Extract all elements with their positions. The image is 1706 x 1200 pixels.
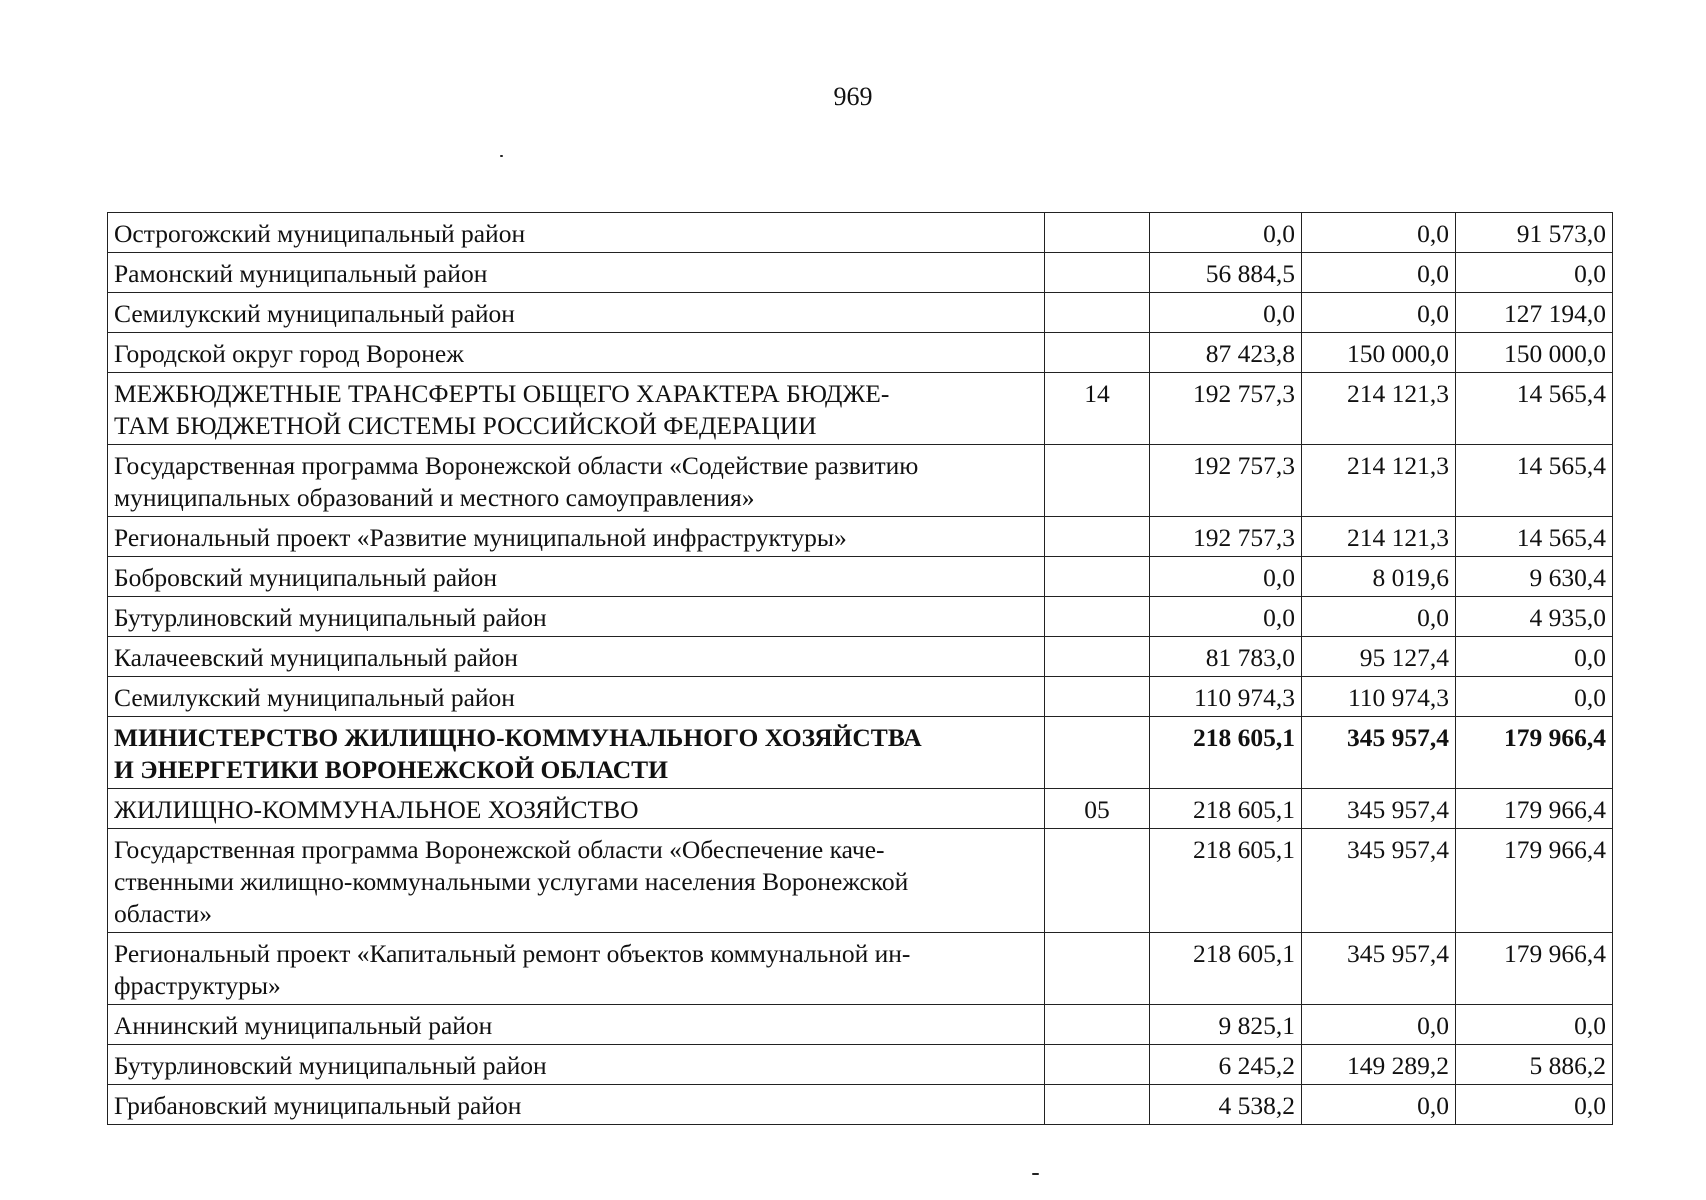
table-row xyxy=(108,445,1613,517)
table-row xyxy=(108,933,1613,1005)
table-row xyxy=(108,677,1613,717)
row-name-cell: Бобровский муниципальный район xyxy=(108,557,1045,597)
row-value-2-cell: 95 127,4 xyxy=(1302,637,1456,677)
row-value-3-cell: 0,0 xyxy=(1456,253,1613,293)
row-name-cell: Региональный проект «Капитальный ремонт объектов коммунальной ин- фраструктуры» xyxy=(108,933,1045,1005)
table-row xyxy=(108,517,1613,557)
row-value-3-cell: 14 565,4 xyxy=(1456,445,1613,517)
row-value-3-cell: 179 966,4 xyxy=(1456,717,1613,789)
row-value-1-cell: 218 605,1 xyxy=(1150,829,1302,933)
row-value-2-cell: 8 019,6 xyxy=(1302,557,1456,597)
row-value-2-cell: 0,0 xyxy=(1302,1005,1456,1045)
row-value-3-cell: 0,0 xyxy=(1456,1005,1613,1045)
row-value-3-cell: 14 565,4 xyxy=(1456,373,1613,445)
row-value-1-cell: 81 783,0 xyxy=(1150,637,1302,677)
row-code-cell: 05 xyxy=(1045,789,1150,829)
row-value-2-cell: 0,0 xyxy=(1302,253,1456,293)
row-value-2-cell: 214 121,3 xyxy=(1302,373,1456,445)
row-code-cell: 14 xyxy=(1045,373,1150,445)
row-value-1-cell: 9 825,1 xyxy=(1150,1005,1302,1045)
row-value-1-cell: 192 757,3 xyxy=(1150,517,1302,557)
row-code-cell xyxy=(1045,293,1150,333)
row-code-cell xyxy=(1045,557,1150,597)
row-name-cell: ЖИЛИЩНО-КОММУНАЛЬНОЕ ХОЗЯЙСТВО xyxy=(108,789,1045,829)
row-value-1-cell: 0,0 xyxy=(1150,557,1302,597)
row-value-3-cell: 179 966,4 xyxy=(1456,789,1613,829)
row-value-2-cell: 345 957,4 xyxy=(1302,717,1456,789)
row-name-cell: Острогожский муниципальный район xyxy=(108,213,1045,253)
row-value-3-cell: 179 966,4 xyxy=(1456,829,1613,933)
row-value-1-cell: 0,0 xyxy=(1150,213,1302,253)
row-name-cell: Городской округ город Воронеж xyxy=(108,333,1045,373)
row-name-cell: МИНИСТЕРСТВО ЖИЛИЩНО-КОММУНАЛЬНОГО ХОЗЯЙСТВА И ЭНЕРГЕТИКИ ВОРОНЕЖСКОЙ ОБЛАСТИ xyxy=(108,717,1045,789)
row-name-cell: Государственная программа Воронежской области «Содействие развитию муниципальных образований и местного самоуправления» xyxy=(108,445,1045,517)
row-value-2-cell: 0,0 xyxy=(1302,213,1456,253)
row-value-2-cell: 214 121,3 xyxy=(1302,445,1456,517)
row-code-cell xyxy=(1045,213,1150,253)
row-name-cell: Семилукский муниципальный район xyxy=(108,293,1045,333)
row-value-2-cell: 0,0 xyxy=(1302,597,1456,637)
row-value-1-cell: 56 884,5 xyxy=(1150,253,1302,293)
table-row xyxy=(108,1085,1613,1125)
row-value-3-cell: 127 194,0 xyxy=(1456,293,1613,333)
row-code-cell xyxy=(1045,1085,1150,1125)
row-value-1-cell: 87 423,8 xyxy=(1150,333,1302,373)
row-value-2-cell: 110 974,3 xyxy=(1302,677,1456,717)
scan-speck xyxy=(1032,1173,1039,1175)
row-value-1-cell: 110 974,3 xyxy=(1150,677,1302,717)
row-name-cell: Семилукский муниципальный район xyxy=(108,677,1045,717)
row-name-cell: МЕЖБЮДЖЕТНЫЕ ТРАНСФЕРТЫ ОБЩЕГО ХАРАКТЕРА БЮДЖЕ- ТАМ БЮДЖЕТНОЙ СИСТЕМЫ РОССИЙСКОЙ ФЕДЕРАЦИИ xyxy=(108,373,1045,445)
row-value-2-cell: 345 957,4 xyxy=(1302,829,1456,933)
row-value-3-cell: 179 966,4 xyxy=(1456,933,1613,1005)
table-row xyxy=(108,829,1613,933)
row-value-3-cell: 14 565,4 xyxy=(1456,517,1613,557)
row-value-1-cell: 192 757,3 xyxy=(1150,445,1302,517)
row-code-cell xyxy=(1045,597,1150,637)
row-code-cell xyxy=(1045,445,1150,517)
table-row xyxy=(108,597,1613,637)
row-value-1-cell: 218 605,1 xyxy=(1150,717,1302,789)
row-code-cell xyxy=(1045,933,1150,1005)
row-code-cell xyxy=(1045,253,1150,293)
row-value-2-cell: 149 289,2 xyxy=(1302,1045,1456,1085)
table-row xyxy=(108,253,1613,293)
row-value-2-cell: 345 957,4 xyxy=(1302,789,1456,829)
table-row xyxy=(108,293,1613,333)
row-value-3-cell: 0,0 xyxy=(1456,677,1613,717)
row-value-3-cell: 91 573,0 xyxy=(1456,213,1613,253)
row-name-cell: Государственная программа Воронежской области «Обеспечение каче- ственными жилищно-коммунальными услугами населения Воронежской области» xyxy=(108,829,1045,933)
row-value-3-cell: 0,0 xyxy=(1456,1085,1613,1125)
row-value-1-cell: 6 245,2 xyxy=(1150,1045,1302,1085)
row-code-cell xyxy=(1045,333,1150,373)
budget-table-body xyxy=(108,213,1613,1125)
row-value-1-cell: 4 538,2 xyxy=(1150,1085,1302,1125)
row-value-2-cell: 214 121,3 xyxy=(1302,517,1456,557)
row-value-2-cell: 150 000,0 xyxy=(1302,333,1456,373)
row-value-2-cell: 0,0 xyxy=(1302,293,1456,333)
row-value-3-cell: 4 935,0 xyxy=(1456,597,1613,637)
row-value-1-cell: 218 605,1 xyxy=(1150,789,1302,829)
row-code-cell xyxy=(1045,717,1150,789)
row-value-3-cell: 9 630,4 xyxy=(1456,557,1613,597)
row-value-3-cell: 5 886,2 xyxy=(1456,1045,1613,1085)
row-value-1-cell: 0,0 xyxy=(1150,293,1302,333)
row-code-cell xyxy=(1045,637,1150,677)
scan-speck xyxy=(500,155,503,157)
row-code-cell xyxy=(1045,517,1150,557)
table-row xyxy=(108,717,1613,789)
table-row xyxy=(108,373,1613,445)
row-value-1-cell: 218 605,1 xyxy=(1150,933,1302,1005)
row-name-cell: Региональный проект «Развитие муниципальной инфраструктуры» xyxy=(108,517,1045,557)
row-name-cell: Калачеевский муниципальный район xyxy=(108,637,1045,677)
row-name-cell: Рамонский муниципальный район xyxy=(108,253,1045,293)
row-value-2-cell: 345 957,4 xyxy=(1302,933,1456,1005)
row-name-cell: Бутурлиновский муниципальный район xyxy=(108,1045,1045,1085)
table-row xyxy=(108,1045,1613,1085)
table-row xyxy=(108,1005,1613,1045)
table-row xyxy=(108,557,1613,597)
table-row xyxy=(108,637,1613,677)
row-code-cell xyxy=(1045,677,1150,717)
row-name-cell: Грибановский муниципальный район xyxy=(108,1085,1045,1125)
row-value-3-cell: 150 000,0 xyxy=(1456,333,1613,373)
table-row xyxy=(108,333,1613,373)
row-code-cell xyxy=(1045,1005,1150,1045)
budget-table xyxy=(107,212,1613,1125)
row-value-2-cell: 0,0 xyxy=(1302,1085,1456,1125)
row-value-3-cell: 0,0 xyxy=(1456,637,1613,677)
row-name-cell: Бутурлиновский муниципальный район xyxy=(108,597,1045,637)
row-value-1-cell: 192 757,3 xyxy=(1150,373,1302,445)
row-name-cell: Аннинский муниципальный район xyxy=(108,1005,1045,1045)
row-value-1-cell: 0,0 xyxy=(1150,597,1302,637)
table-row xyxy=(108,789,1613,829)
page-number: 969 xyxy=(833,82,873,111)
row-code-cell xyxy=(1045,1045,1150,1085)
table-row xyxy=(108,213,1613,253)
row-code-cell xyxy=(1045,829,1150,933)
